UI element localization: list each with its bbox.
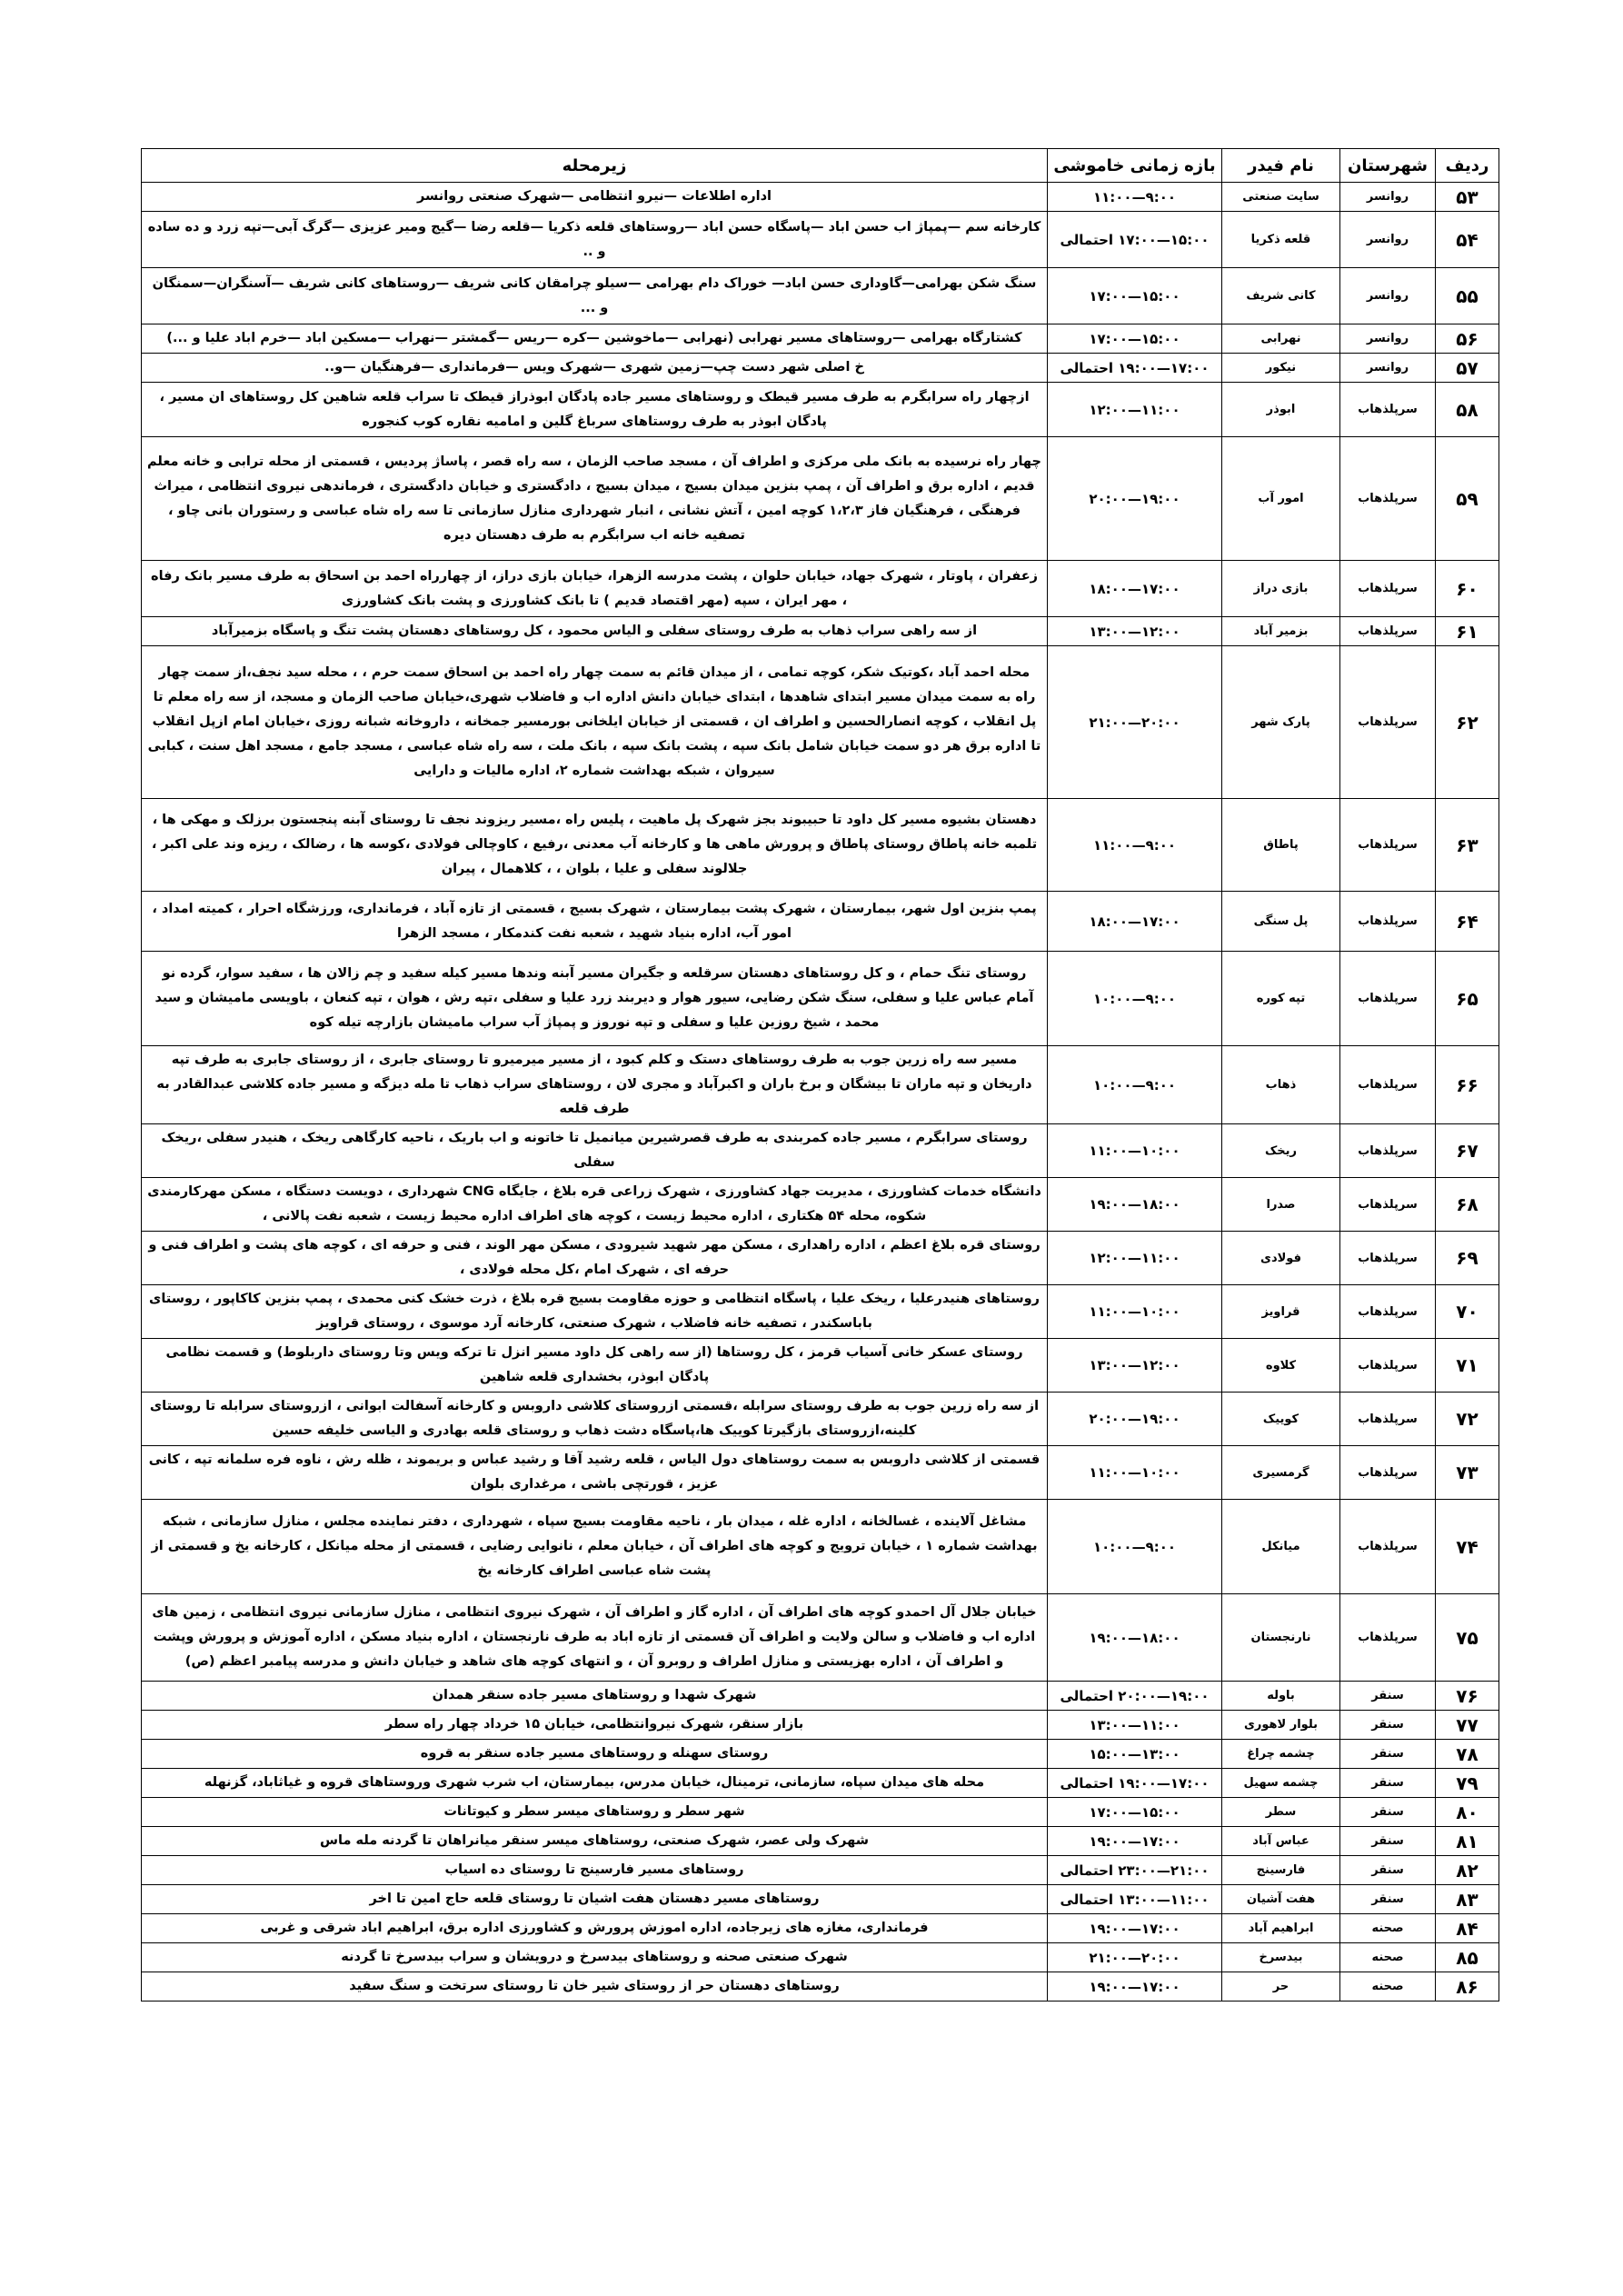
area-cell: چهار راه نرسیده به بانک ملی مرکزی و اطراف آن ، مسجد صاحب الزمان ، سه راه قصر ، پاساژ پردیس ، قسمتی از محله ترابی و خانه معلم قدیم ، اداره برق و اطراف آن ، پمپ بنزین میدان بسیج ، میدان بسیج ، دادگستری و خیابان دادگستری ، فرماندهی نیروی انتظامی ، میراث فرهنگی ، فرهنگیان فاز ۱،۲،۳ کوچه امین ، آتش نشانی ، انبار شهرداری منازل سازمانی تا سه راه شاه عباسی و رستوران بانی چاو ، تصفیه خانه اب سرابگرم به طرف دهستان دیره bbox=[142, 437, 1048, 561]
area-cell: شهر سطر و روستاهای میسر سطر و کیوتانات bbox=[142, 1798, 1048, 1827]
row-number-cell: ۷۴ bbox=[1436, 1500, 1499, 1594]
outage-time-cell: ۱۰:۰۰—۱۱:۰۰ bbox=[1048, 1124, 1222, 1178]
area-cell: فرمانداری، مغازه های زیرجاده، اداره اموزش پرورش و کشاورزی اداره برق، ابراهیم اباد شرقی و غربی bbox=[142, 1914, 1048, 1943]
outage-time-cell: ۱۷:۰۰—۱۸:۰۰ bbox=[1048, 561, 1222, 617]
table-row bbox=[142, 1711, 1499, 1740]
outage-time-cell: ۱۸:۰۰—۱۹:۰۰ bbox=[1048, 1594, 1222, 1682]
row-number-cell: ۷۵ bbox=[1436, 1594, 1499, 1682]
feeder-cell: عباس آباد bbox=[1222, 1827, 1340, 1856]
feeder-cell: قراویز bbox=[1222, 1285, 1340, 1339]
city-cell: سرپلذهاب bbox=[1340, 1046, 1436, 1124]
table-row bbox=[142, 1972, 1499, 2002]
outage-time-cell: ۱۷:۰۰—۱۹:۰۰ احتمالی bbox=[1048, 354, 1222, 383]
table-row bbox=[142, 1178, 1499, 1232]
area-cell: دهستان بشیوه مسیر کل داود تا حبیبوند بجز شهرک پل ماهیت ، پلیس راه ،مسیر ریزوند نجف تا روستای آبنه پنجستون برزلک و مهکی ها ، تلمبه خانه پاطاق روستای پاطاق و پرورش ماهی ها و کارخانه آب معدنی ،رفیع ، کاوچالی فولادی ،کوسه ها ، رضالک ، ریزه وند علی اکبر ، جلالوند سفلی و علیا ، بلوان ، ، کلاهمال ، پیران bbox=[142, 799, 1048, 892]
row-number-cell: ۸۴ bbox=[1436, 1914, 1499, 1943]
row-number-cell: ۶۵ bbox=[1436, 952, 1499, 1046]
city-cell: سرپلذهاب bbox=[1340, 437, 1436, 561]
area-cell: کارخانه سم —پمپاژ اب حسن اباد —پاسگاه حسن اباد —روستاهای قلعه ذکریا —قلعه رضا —گیج ومیر عزیزی —گرگ آبی—تپه زرد و ده ساده و .. bbox=[142, 212, 1048, 268]
feeder-cell: فولادی bbox=[1222, 1232, 1340, 1285]
area-cell: روستای سرابگرم ، مسیر جاده کمربندی به طرف قصرشیرین میانمیل تا خاتونه و اب باریک ، ناحیه کارگاهی ریخک ، هنیدر سفلی ،ریخک سفلی bbox=[142, 1124, 1048, 1178]
outage-time-cell: ۲۰:۰۰—۲۱:۰۰ bbox=[1048, 1943, 1222, 1972]
outage-time-cell: ۱۰:۰۰—۱۱:۰۰ bbox=[1048, 1446, 1222, 1500]
feeder-cell: چشمه سهیل bbox=[1222, 1769, 1340, 1798]
row-number-cell: ۵۷ bbox=[1436, 354, 1499, 383]
feeder-cell: نارنجستان bbox=[1222, 1594, 1340, 1682]
area-cell: شهرک شهدا و روستاهای مسیر جاده سنقر همدان bbox=[142, 1682, 1048, 1711]
row-number-cell: ۵۵ bbox=[1436, 268, 1499, 324]
table-body bbox=[142, 183, 1499, 2002]
feeder-cell: کوییک bbox=[1222, 1393, 1340, 1446]
area-cell: قسمتی از کلاشی داروبس به سمت روستاهای دول الیاس ، قلعه رشید آقا و رشید عباس و بریموند ، ظله رش ، ناوه فره سلمانه تپه ، کانی عزیز ، قورتچی باشی ، مرغداری بلوان bbox=[142, 1446, 1048, 1500]
area-cell: روستاهای هنیدرعلیا ، ریخک علیا ، پاسگاه انتظامی و حوزه مقاومت بسیج قره بلاغ ، ذرت خشک کنی محمدی ، پمپ بنزین کاکاپور ، روستای باباسکندر ، تصفیه خانه فاضلاب ، شهرک صنعتی، کارخانه آرد موسوی ، روستای قراویز bbox=[142, 1285, 1048, 1339]
table-row bbox=[142, 1885, 1499, 1914]
feeder-cell: تپه کوره bbox=[1222, 952, 1340, 1046]
outage-time-cell: ۹:۰۰—۱۰:۰۰ bbox=[1048, 952, 1222, 1046]
row-number-cell: ۶۰ bbox=[1436, 561, 1499, 617]
city-cell: صحنه bbox=[1340, 1972, 1436, 2002]
outage-time-cell: ۹:۰۰—۱۱:۰۰ bbox=[1048, 183, 1222, 212]
feeder-cell: پاطاق bbox=[1222, 799, 1340, 892]
row-number-cell: ۶۲ bbox=[1436, 646, 1499, 799]
outage-time-cell: ۱۷:۰۰—۱۹:۰۰ bbox=[1048, 1914, 1222, 1943]
table-row bbox=[142, 952, 1499, 1046]
table-row bbox=[142, 437, 1499, 561]
table-row bbox=[142, 1682, 1499, 1711]
city-cell: روانسر bbox=[1340, 212, 1436, 268]
city-cell: سرپلذهاب bbox=[1340, 1285, 1436, 1339]
city-cell: سرپلذهاب bbox=[1340, 1178, 1436, 1232]
city-cell: سرپلذهاب bbox=[1340, 892, 1436, 952]
row-number-cell: ۶۱ bbox=[1436, 617, 1499, 646]
feeder-cell: نهرابی bbox=[1222, 324, 1340, 354]
feeder-cell: پل سنگی bbox=[1222, 892, 1340, 952]
outage-time-cell: ۱۱:۰۰—۱۲:۰۰ bbox=[1048, 383, 1222, 437]
table-row bbox=[142, 1943, 1499, 1972]
area-cell: روستاهای مسیر فارسینج تا روستای ده اسیاب bbox=[142, 1856, 1048, 1885]
outage-time-cell: ۱۵:۰۰—۱۷:۰۰ احتمالی bbox=[1048, 212, 1222, 268]
row-number-cell: ۸۵ bbox=[1436, 1943, 1499, 1972]
area-cell: روستاهای دهستان حر از روستای شیر خان تا روستای سرتخت و سنگ سفید bbox=[142, 1972, 1048, 2002]
city-cell: سرپلذهاب bbox=[1340, 1446, 1436, 1500]
area-cell: روستای قره بلاغ اعظم ، اداره راهداری ، مسکن مهر شهید شیرودی ، مسکن مهر الوند ، فنی و حرفه ای ، کوچه های پشت و اطراف فنی و حرفه ای ، شهرک امام ،کل محله فولادی ، bbox=[142, 1232, 1048, 1285]
city-cell: سرپلذهاب bbox=[1340, 799, 1436, 892]
feeder-cell: بیدسرخ bbox=[1222, 1943, 1340, 1972]
table-header-row bbox=[142, 149, 1499, 183]
outage-time-cell: ۹:۰۰—۱۰:۰۰ bbox=[1048, 1500, 1222, 1594]
feeder-cell: ریخک bbox=[1222, 1124, 1340, 1178]
feeder-cell: صدرا bbox=[1222, 1178, 1340, 1232]
table-row bbox=[142, 1914, 1499, 1943]
feeder-cell: نیکور bbox=[1222, 354, 1340, 383]
header-outage-time: بازه زمانی خاموشی bbox=[1048, 149, 1222, 183]
outage-time-cell: ۱۷:۰۰—۱۹:۰۰ bbox=[1048, 1827, 1222, 1856]
city-cell: سنقر bbox=[1340, 1682, 1436, 1711]
area-cell: شهرک صنعتی صحنه و روستاهای بیدسرخ و درویشان و سراب بیدسرخ تا گردنه bbox=[142, 1943, 1048, 1972]
city-cell: روانسر bbox=[1340, 324, 1436, 354]
row-number-cell: ۷۸ bbox=[1436, 1740, 1499, 1769]
row-number-cell: ۶۳ bbox=[1436, 799, 1499, 892]
feeder-cell: میانکل bbox=[1222, 1500, 1340, 1594]
outage-time-cell: ۱۳:۰۰—۱۵:۰۰ bbox=[1048, 1740, 1222, 1769]
table-row bbox=[142, 1046, 1499, 1124]
row-number-cell: ۸۲ bbox=[1436, 1856, 1499, 1885]
city-cell: سرپلذهاب bbox=[1340, 646, 1436, 799]
table-row bbox=[142, 1856, 1499, 1885]
city-cell: سرپلذهاب bbox=[1340, 952, 1436, 1046]
table-row bbox=[142, 1393, 1499, 1446]
outage-time-cell: ۲۰:۰۰—۲۱:۰۰ bbox=[1048, 646, 1222, 799]
row-number-cell: ۵۳ bbox=[1436, 183, 1499, 212]
table-row bbox=[142, 1594, 1499, 1682]
table-row bbox=[142, 183, 1499, 212]
outage-time-cell: ۱۷:۰۰—۱۹:۰۰ bbox=[1048, 1972, 1222, 2002]
outage-time-cell: ۱۱:۰۰—۱۳:۰۰ احتمالی bbox=[1048, 1885, 1222, 1914]
outage-time-cell: ۱۰:۰۰—۱۱:۰۰ bbox=[1048, 1285, 1222, 1339]
area-cell: بازار سنقر، شهرک نیروانتظامی، خیابان ۱۵ خرداد چهار راه سطر bbox=[142, 1711, 1048, 1740]
city-cell: سنقر bbox=[1340, 1885, 1436, 1914]
table-row bbox=[142, 646, 1499, 799]
outage-time-cell: ۱۷:۰۰—۱۸:۰۰ bbox=[1048, 892, 1222, 952]
outage-time-cell: ۱۵:۰۰—۱۷:۰۰ bbox=[1048, 324, 1222, 354]
area-cell: پمپ بنزین اول شهر، بیمارستان ، شهرک پشت بیمارستان ، شهرک بسیج ، قسمتی از تازه آباد ، فرمانداری، ورزشگاه احرار ، کمیته امداد ، امور آب، اداره بنیاد شهید ، شعبه نفت کندمکار ، مسجد الزهرا bbox=[142, 892, 1048, 952]
city-cell: سرپلذهاب bbox=[1340, 1393, 1436, 1446]
city-cell: روانسر bbox=[1340, 354, 1436, 383]
outage-time-cell: ۱۲:۰۰—۱۳:۰۰ bbox=[1048, 617, 1222, 646]
feeder-cell: چشمه چراغ bbox=[1222, 1740, 1340, 1769]
outage-time-cell: ۱۹:۰۰—۲۰:۰۰ bbox=[1048, 437, 1222, 561]
city-cell: سرپلذهاب bbox=[1340, 1124, 1436, 1178]
city-cell: سنقر bbox=[1340, 1827, 1436, 1856]
city-cell: صحنه bbox=[1340, 1943, 1436, 1972]
row-number-cell: ۷۳ bbox=[1436, 1446, 1499, 1500]
row-number-cell: ۷۰ bbox=[1436, 1285, 1499, 1339]
row-number-cell: ۸۰ bbox=[1436, 1798, 1499, 1827]
area-cell: خ اصلی شهر دست چپ—زمین شهری —شهرک ویس —فرمانداری —فرهنگیان —و.. bbox=[142, 354, 1048, 383]
area-cell: محله های میدان سپاه، سازمانی، ترمینال، خیابان مدرس، بیمارستان، اب شرب شهری وروستاهای قروه و غیاثاباد، گزنهله bbox=[142, 1769, 1048, 1798]
feeder-cell: کانی شریف bbox=[1222, 268, 1340, 324]
feeder-cell: بازی دراز bbox=[1222, 561, 1340, 617]
feeder-cell: ابراهیم آباد bbox=[1222, 1914, 1340, 1943]
area-cell: کشتارگاه بهرامی —روستاهای مسیر نهرابی (نهرابی —ماخوشین —کره —ریس —گمشتر —نهراب —مسکین اباد —خرم اباد علیا و ...) bbox=[142, 324, 1048, 354]
area-cell: مسیر سه راه زرین جوب به طرف روستاهای دستک و کلم کبود ، از مسیر میرمیرو تا روستای جابری ، از روستای جابری به طرف تپه داریخان و تپه ماران تا بیشگان و برخ باران و اکبرآباد و مجری لان ، روستاهای سراب ذهاب تا مله دیزگه و مسیر جاده کلاشی عبدالقادر به طرف قلعه bbox=[142, 1046, 1048, 1124]
area-cell: ازچهار راه سرابگرم به طرف مسیر قیطک و روستاهای مسیر جاده پادگان ابوذراز قیطک تا سراب قلعه شاهین کل روستاهای ان مسیر ، پادگان ابوذر به طرف روستاهای سرباغ گلین و امامیه نقاره کوب کنجوره bbox=[142, 383, 1048, 437]
feeder-cell: باوله bbox=[1222, 1682, 1340, 1711]
outage-time-cell: ۲۱:۰۰—۲۳:۰۰ احتمالی bbox=[1048, 1856, 1222, 1885]
outage-time-cell: ۱۹:۰۰—۲۰:۰۰ احتمالی bbox=[1048, 1682, 1222, 1711]
city-cell: سرپلذهاب bbox=[1340, 561, 1436, 617]
row-number-cell: ۵۴ bbox=[1436, 212, 1499, 268]
area-cell: روستای عسکر خانی آسیاب قرمز ، کل روستاها (از سه راهی کل داود مسیر انزل تا ترکه ویس وتا روستای داربلوط) و قسمت نظامی پادگان ابوذر، بخشداری قلعه شاهین bbox=[142, 1339, 1048, 1393]
feeder-cell: ابوذر bbox=[1222, 383, 1340, 437]
outage-time-cell: ۱۱:۰۰—۱۳:۰۰ bbox=[1048, 1711, 1222, 1740]
area-cell: محله احمد آباد ،کوتیک شکر، کوچه تمامی ، از میدان قائم به سمت چهار راه احمد بن اسحاق سمت حرم ، ، محله سید نجف،از سمت چهار راه به سمت میدان مسیر ابتدای شاهدها ، ابتدای خیابان دانش اداره اب و فاضلاب شهری،خیابان صاحب الزمان و مسجد، از سه راه معلم تا پل انقلاب ، کوچه انصارالحسین و اطراف ان ، قسمتی از خیابان ایلخانی بورمسیر جمخانه ، داروخانه شبانه روزی ،خیابان امام ازپل انقلاب تا اداره برق هر دو سمت خیابان شامل بانک سپه ، پشت بانک سپه ، بانک ملت ، سه راه شاه عباسی ، مسجد جامع ، مسجد اهل سنت ، کبابی سیروان ، شبکه بهداشت شماره ۲، اداره مالیات و دارایی bbox=[142, 646, 1048, 799]
outage-time-cell: ۱۱:۰۰—۱۲:۰۰ bbox=[1048, 1232, 1222, 1285]
row-number-cell: ۶۴ bbox=[1436, 892, 1499, 952]
table-row bbox=[142, 1446, 1499, 1500]
table-row bbox=[142, 561, 1499, 617]
row-number-cell: ۶۸ bbox=[1436, 1178, 1499, 1232]
city-cell: سنقر bbox=[1340, 1856, 1436, 1885]
city-cell: سرپلذهاب bbox=[1340, 1232, 1436, 1285]
outage-time-cell: ۱۵:۰۰—۱۷:۰۰ bbox=[1048, 268, 1222, 324]
outage-time-cell: ۹:۰۰—۱۱:۰۰ bbox=[1048, 799, 1222, 892]
table-row bbox=[142, 1500, 1499, 1594]
outage-time-cell: ۱۸:۰۰—۱۹:۰۰ bbox=[1048, 1178, 1222, 1232]
city-cell: سنقر bbox=[1340, 1711, 1436, 1740]
row-number-cell: ۶۶ bbox=[1436, 1046, 1499, 1124]
feeder-cell: حر bbox=[1222, 1972, 1340, 2002]
city-cell: سنقر bbox=[1340, 1769, 1436, 1798]
table-row bbox=[142, 1740, 1499, 1769]
feeder-cell: بلوار لاهوری bbox=[1222, 1711, 1340, 1740]
area-cell: روستاهای مسیر دهستان هفت اشیان تا روستای قلعه حاج امین تا اخر bbox=[142, 1885, 1048, 1914]
feeder-cell: امور آب bbox=[1222, 437, 1340, 561]
header-city: شهرستان bbox=[1340, 149, 1436, 183]
area-cell: سنگ شکن بهرامی—گاوداری حسن اباد— خوراک دام بهرامی —سیلو چرامقان کانی شریف —روستاهای کانی شریف —آسنگران—سمنگان و ... bbox=[142, 268, 1048, 324]
feeder-cell: کلاوه bbox=[1222, 1339, 1340, 1393]
row-number-cell: ۷۷ bbox=[1436, 1711, 1499, 1740]
outage-schedule-page bbox=[141, 148, 1499, 2002]
area-cell: شهرک ولی عصر، شهرک صنعتی، روستاهای میسر سنقر میانراهان تا گردنه مله ماس bbox=[142, 1827, 1048, 1856]
feeder-cell: سطر bbox=[1222, 1798, 1340, 1827]
row-number-cell: ۵۸ bbox=[1436, 383, 1499, 437]
outage-time-cell: ۱۷:۰۰—۱۹:۰۰ احتمالی bbox=[1048, 1769, 1222, 1798]
city-cell: سرپلذهاب bbox=[1340, 1500, 1436, 1594]
area-cell: مشاغل آلاینده ، غسالخانه ، اداره غله ، میدان بار ، ناحیه مقاومت بسیج سپاه ، شهرداری ، دفتر نماینده مجلس ، منازل سازمانی ، شبکه بهداشت شماره ۱ ، خیابان ترویج و کوچه های اطراف آن ، خیابان معلم ، نانوایی رضایی ، قسمتی از محله میانکل ، کارخانه یخ و قسمتی از پشت شاه عباسی اطراف کارخانه یخ bbox=[142, 1500, 1048, 1594]
city-cell: سنقر bbox=[1340, 1798, 1436, 1827]
row-number-cell: ۶۹ bbox=[1436, 1232, 1499, 1285]
table-row bbox=[142, 1769, 1499, 1798]
feeder-cell: هفت آشیان bbox=[1222, 1885, 1340, 1914]
table-row bbox=[142, 1798, 1499, 1827]
feeder-cell: گرمسیری bbox=[1222, 1446, 1340, 1500]
outage-time-cell: ۱۵:۰۰—۱۷:۰۰ bbox=[1048, 1798, 1222, 1827]
header-area: زیرمحله bbox=[142, 149, 1048, 183]
area-cell: روستای سهنله و روستاهای مسیر جاده سنقر به قروه bbox=[142, 1740, 1048, 1769]
row-number-cell: ۸۱ bbox=[1436, 1827, 1499, 1856]
header-row-number: ردیف bbox=[1436, 149, 1499, 183]
city-cell: صحنه bbox=[1340, 1914, 1436, 1943]
table-row bbox=[142, 354, 1499, 383]
table-row bbox=[142, 1232, 1499, 1285]
area-cell: از سه راه زرین جوب به طرف روستای سرابله ،قسمتی ازروستای کلاشی داروبس و کارخانه آسفالت ابوانی ، ازروستای سرابله تا روستای کلینه،ازروستای بازگیرتا کوییک ها،پاسگاه دشت ذهاب و روستای قلعه بهادری و الیاسی خلیفه حسین bbox=[142, 1393, 1048, 1446]
outage-time-cell: ۱۹:۰۰—۲۰:۰۰ bbox=[1048, 1393, 1222, 1446]
city-cell: سرپلذهاب bbox=[1340, 1594, 1436, 1682]
city-cell: سرپلذهاب bbox=[1340, 617, 1436, 646]
feeder-cell: سایت صنعتی bbox=[1222, 183, 1340, 212]
outage-time-cell: ۱۲:۰۰—۱۳:۰۰ bbox=[1048, 1339, 1222, 1393]
table-row bbox=[142, 799, 1499, 892]
feeder-cell: بزمیر آباد bbox=[1222, 617, 1340, 646]
feeder-cell: فارسینج bbox=[1222, 1856, 1340, 1885]
row-number-cell: ۷۱ bbox=[1436, 1339, 1499, 1393]
row-number-cell: ۸۶ bbox=[1436, 1972, 1499, 2002]
table-row bbox=[142, 617, 1499, 646]
city-cell: روانسر bbox=[1340, 183, 1436, 212]
area-cell: زعفران ، پاوتار ، شهرک جهاد، خیابان حلوان ، پشت مدرسه الزهرا، خیابان بازی دراز، از چهارراه احمد بن اسحاق به طرف مسیر بانک رفاه ، مهر ایران ، سپه (مهر اقتصاد قدیم ) تا بانک کشاورزی و پشت بانک کشاورزی bbox=[142, 561, 1048, 617]
row-number-cell: ۵۹ bbox=[1436, 437, 1499, 561]
area-cell: روستای تنگ حمام ، و کل روستاهای دهستان سرقلعه و جگیران مسیر آبنه وندها مسیر کیله سفید و چم زالان ها ، سفید سوار، گرده نو آمام عباس علیا و سفلی، سنگ شکن رضایی، سیور هوار و دیربند زرد علیا و سفلی ،تپه رش ، هوان ، تپه کنعان ، باویسی مامیشان و سید محمد ، شیخ روزین علیا و سفلی و تپه نوروز و پمپاژ آب سراب مامیشان بازارچه تیله کوه bbox=[142, 952, 1048, 1046]
city-cell: روانسر bbox=[1340, 268, 1436, 324]
table-row bbox=[142, 268, 1499, 324]
table-row bbox=[142, 1124, 1499, 1178]
area-cell: دانشگاه خدمات کشاورزی ، مدیریت جهاد کشاورزی ، شهرک زراعی قره بلاغ ، جایگاه CNG شهرداری ، دویست دستگاه ، مسکن مهرکارمندی شکوه، محله ۵۴ هکتاری ، اداره محیط زیست ، کوچه های اطراف اداره محیط زیست ، شعبه نفت پالانی ، bbox=[142, 1178, 1048, 1232]
outage-time-cell: ۹:۰۰—۱۰:۰۰ bbox=[1048, 1046, 1222, 1124]
header-feeder: نام فیدر bbox=[1222, 149, 1340, 183]
row-number-cell: ۷۶ bbox=[1436, 1682, 1499, 1711]
row-number-cell: ۶۷ bbox=[1436, 1124, 1499, 1178]
area-cell: اداره اطلاعات —نیرو انتظامی —شهرک صنعتی روانسر bbox=[142, 183, 1048, 212]
table-row bbox=[142, 383, 1499, 437]
feeder-cell: ذهاب bbox=[1222, 1046, 1340, 1124]
table-row bbox=[142, 324, 1499, 354]
table-row bbox=[142, 892, 1499, 952]
row-number-cell: ۷۹ bbox=[1436, 1769, 1499, 1798]
table-row bbox=[142, 1285, 1499, 1339]
row-number-cell: ۵۶ bbox=[1436, 324, 1499, 354]
area-cell: خیابان جلال آل احمدو کوچه های اطراف آن ، اداره گاز و اطراف آن ، شهرک نیروی انتظامی ، منازل سازمانی نیروی انتظامی ، زمین های اداره اب و فاضلاب و سالن ولایت و اطراف آن قسمتی از تازه اباد به طرف نارنجستان ، اداره بنیاد مسکن ، اداره آموزش و پرورش وپشت و اطراف آن ، اداره بهزیستی و منازل اطراف و روبرو آن ، و انتهای کوچه های شاهد و خیابان دانش و مدرسه پیامبر اعظم (ص) bbox=[142, 1594, 1048, 1682]
city-cell: سرپلذهاب bbox=[1340, 1339, 1436, 1393]
area-cell: از سه راهی سراب ذهاب به طرف روستای سفلی و الیاس محمود ، کل روستاهای دهستان پشت تنگ و پاسگاه بزمیرآباد bbox=[142, 617, 1048, 646]
table-row bbox=[142, 1339, 1499, 1393]
row-number-cell: ۸۳ bbox=[1436, 1885, 1499, 1914]
city-cell: سرپلذهاب bbox=[1340, 383, 1436, 437]
feeder-cell: قلعه ذکریا bbox=[1222, 212, 1340, 268]
feeder-cell: پارک شهر bbox=[1222, 646, 1340, 799]
table-row bbox=[142, 212, 1499, 268]
outage-table bbox=[141, 148, 1499, 2002]
row-number-cell: ۷۲ bbox=[1436, 1393, 1499, 1446]
city-cell: سنقر bbox=[1340, 1740, 1436, 1769]
table-row bbox=[142, 1827, 1499, 1856]
